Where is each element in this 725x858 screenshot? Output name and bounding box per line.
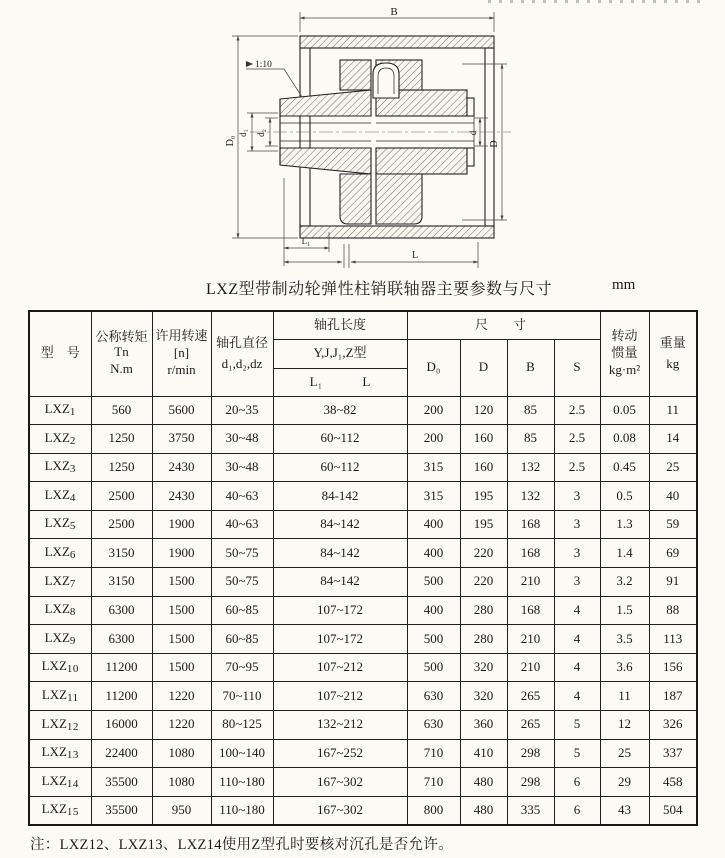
value-cell: 70~110 [211,682,273,711]
value-cell: 0.5 [600,482,649,511]
header-col-D0-label: D₀ [426,359,441,375]
value-cell: 1080 [152,768,211,797]
dim-label-L1: L₁ [301,236,311,246]
header-speed-symbol: [n] [173,345,190,361]
model-cell: LXZ2 [29,425,91,454]
header-inertia-unit: kg·m² [608,362,641,378]
value-cell: 1250 [91,453,152,482]
table-row [29,539,697,568]
table-header [29,311,697,396]
value-cell: 4 [554,682,600,711]
value-cell: 168 [507,510,554,539]
value-cell: 3150 [91,539,152,568]
value-cell: 630 [407,682,460,711]
value-cell: 298 [507,768,554,797]
model-cell: LXZ7 [29,568,91,597]
value-cell: 110~180 [211,796,273,825]
value-cell: 167~302 [273,796,407,825]
value-cell: 187 [649,682,697,711]
value-cell: 800 [407,796,460,825]
value-cell: 30~48 [211,453,273,482]
value-cell: 30~48 [211,425,273,454]
value-cell: 710 [407,739,460,768]
header-speed [152,311,211,396]
value-cell: 337 [649,739,697,768]
value-cell: 35500 [91,796,152,825]
value-cell: 156 [649,653,697,682]
value-cell: 35500 [91,768,152,797]
dim-label-D0: D₀ [225,135,236,147]
value-cell: 12 [600,711,649,740]
header-col-S [554,339,600,396]
value-cell: 2.5 [554,396,600,425]
value-cell: 1500 [152,568,211,597]
header-weight-zh: 重量 [659,334,686,350]
value-cell: 43 [600,796,649,825]
dim-label-B: B [390,6,398,18]
table-row [29,682,697,711]
value-cell: 4 [554,596,600,625]
value-cell: 410 [460,739,507,768]
header-L-label: L [362,373,371,389]
model-cell: LXZ9 [29,625,91,654]
value-cell: 6300 [91,625,152,654]
value-cell: 1250 [91,425,152,454]
header-inertia-zh2: 惯量 [611,345,638,361]
value-cell: 195 [460,482,507,511]
header-bore-symbols: d₁,d₂,dz [221,355,263,371]
model-cell: LXZ8 [29,596,91,625]
model-cell: LXZ1 [29,396,91,425]
value-cell: 3 [554,482,600,511]
value-cell: 3 [554,568,600,597]
value-cell: 950 [152,796,211,825]
unit-label: mm [612,277,636,293]
value-cell: 1.5 [600,596,649,625]
value-cell: 265 [507,711,554,740]
value-cell: 3.5 [600,625,649,654]
value-cell: 0.45 [600,453,649,482]
value-cell: 1500 [152,625,211,654]
value-cell: 195 [460,510,507,539]
table-row [29,396,697,425]
value-cell: 60~112 [273,453,407,482]
value-cell: 168 [507,596,554,625]
value-cell: 400 [407,539,460,568]
value-cell: 2.5 [554,425,600,454]
value-cell: 88 [649,596,697,625]
value-cell: 107~172 [273,596,407,625]
header-inertia-zh1: 转动 [611,328,638,344]
value-cell: 3750 [152,425,211,454]
model-cell: LXZ15 [29,796,91,825]
value-cell: 120 [460,396,507,425]
value-cell: 280 [460,596,507,625]
table-row [29,453,697,482]
header-col-S-label: S [573,359,581,375]
header-length-sub [273,368,407,396]
value-cell: 400 [407,596,460,625]
dim-label-d1: d₁ [238,129,248,137]
value-cell: 1900 [152,539,211,568]
value-cell: 315 [407,482,460,511]
value-cell: 504 [649,796,697,825]
value-cell: 1220 [152,711,211,740]
value-cell: 40~63 [211,482,273,511]
value-cell: 1220 [152,682,211,711]
table-row [29,739,697,768]
model-cell: LXZ13 [29,739,91,768]
value-cell: 360 [460,711,507,740]
value-cell: 5 [554,711,600,740]
value-cell: 630 [407,711,460,740]
value-cell: 84~142 [273,539,407,568]
value-cell: 1080 [152,739,211,768]
value-cell: 220 [460,539,507,568]
caption-row [0,276,725,300]
value-cell: 3150 [91,568,152,597]
value-cell: 5 [554,739,600,768]
header-model [29,311,91,396]
value-cell: 280 [460,625,507,654]
header-length-group-label: 轴孔长度 [313,316,366,332]
value-cell: 298 [507,739,554,768]
value-cell: 1.4 [600,539,649,568]
value-cell: 84~142 [273,510,407,539]
table-row [29,796,697,825]
value-cell: 40~63 [211,510,273,539]
value-cell: 6 [554,768,600,797]
table-row [29,596,697,625]
value-cell: 335 [507,796,554,825]
value-cell: 69 [649,539,697,568]
value-cell: 6300 [91,596,152,625]
value-cell: 710 [407,768,460,797]
value-cell: 107~172 [273,625,407,654]
value-cell: 1500 [152,596,211,625]
value-cell: 110~180 [211,768,273,797]
value-cell: 2500 [91,510,152,539]
value-cell: 0.08 [600,425,649,454]
table-title: LXZ型带制动轮弹性柱销联轴器主要参数与尺寸 [206,281,553,298]
value-cell: 132 [507,453,554,482]
value-cell: 5600 [152,396,211,425]
value-cell: 132~212 [273,711,407,740]
header-col-B [507,339,554,396]
value-cell: 11 [600,682,649,711]
parameters-table [28,310,698,826]
value-cell: 210 [507,568,554,597]
model-cell: LXZ11 [29,682,91,711]
value-cell: 25 [649,453,697,482]
value-cell: 500 [407,568,460,597]
value-cell: 315 [407,453,460,482]
value-cell: 14 [649,425,697,454]
header-torque-unit: N.m [110,361,133,377]
value-cell: 326 [649,711,697,740]
value-cell: 11200 [91,682,152,711]
value-cell: 25 [600,739,649,768]
coupling-section-drawing [222,2,514,274]
model-cell: LXZ4 [29,482,91,511]
value-cell: 167~302 [273,768,407,797]
value-cell: 107~212 [273,682,407,711]
value-cell: 100~140 [211,739,273,768]
header-weight-unit: kg [666,355,680,371]
elastic-pin [373,63,399,98]
table-row [29,653,697,682]
model-cell: LXZ12 [29,711,91,740]
header-col-B-label: B [526,359,535,375]
model-cell: LXZ6 [29,539,91,568]
model-cell: LXZ3 [29,453,91,482]
value-cell: 160 [460,453,507,482]
value-cell: 210 [507,625,554,654]
header-col-D [460,339,507,396]
value-cell: 220 [460,568,507,597]
value-cell: 22400 [91,739,152,768]
value-cell: 16000 [91,711,152,740]
header-bore [211,311,273,396]
header-speed-unit: r/min [167,362,196,378]
value-cell: 40 [649,482,697,511]
value-cell: 50~75 [211,539,273,568]
value-cell: 500 [407,625,460,654]
header-bore-zh: 轴孔直径 [215,334,268,350]
header-length-types-label: Y,J,J₁,Z型 [313,345,367,361]
value-cell: 458 [649,768,697,797]
value-cell: 113 [649,625,697,654]
value-cell: 107~212 [273,653,407,682]
header-length-types [273,339,407,368]
value-cell: 60~112 [273,425,407,454]
value-cell: 11 [649,396,697,425]
value-cell: 3 [554,510,600,539]
value-cell: 1900 [152,510,211,539]
value-cell: 84~142 [273,568,407,597]
table-row [29,425,697,454]
value-cell: 20~35 [211,396,273,425]
model-cell: LXZ5 [29,510,91,539]
value-cell: 84-142 [273,482,407,511]
value-cell: 2500 [91,482,152,511]
value-cell: 480 [460,796,507,825]
table-body [29,396,697,825]
value-cell: 3.2 [600,568,649,597]
dim-label-L: L [411,250,419,261]
table-row [29,625,697,654]
clipped-text-artifact [488,0,703,3]
model-cell: LXZ10 [29,653,91,682]
value-cell: 0.05 [600,396,649,425]
value-cell: 91 [649,568,697,597]
table-row [29,568,697,597]
header-col-D0 [407,339,460,396]
header-size-group-label: 尺 寸 [475,316,533,332]
dim-label-d: d [468,130,478,136]
value-cell: 50~75 [211,568,273,597]
value-cell: 3.6 [600,653,649,682]
table-row [29,768,697,797]
technical-drawing [222,2,514,274]
value-cell: 480 [460,768,507,797]
model-cell: LXZ14 [29,768,91,797]
value-cell: 4 [554,625,600,654]
value-cell: 167~252 [273,739,407,768]
value-cell: 80~125 [211,711,273,740]
value-cell: 1500 [152,653,211,682]
header-col-D-label: D [478,359,489,375]
table-row [29,711,697,740]
header-L1-label: L₁ [309,373,323,389]
table-row [29,510,697,539]
header-model-label: 型 号 [40,345,80,361]
value-cell: 70~95 [211,653,273,682]
value-cell: 2.5 [554,453,600,482]
header-torque [91,311,152,396]
dim-label-d2: d₂ [256,129,266,137]
value-cell: 29 [600,768,649,797]
value-cell: 400 [407,510,460,539]
value-cell: 3 [554,539,600,568]
value-cell: 2430 [152,482,211,511]
value-cell: 160 [460,425,507,454]
value-cell: 85 [507,425,554,454]
value-cell: 60~85 [211,625,273,654]
table-row [29,482,697,511]
value-cell: 132 [507,482,554,511]
value-cell: 1.3 [600,510,649,539]
value-cell: 85 [507,396,554,425]
value-cell: 6 [554,796,600,825]
value-cell: 320 [460,682,507,711]
value-cell: 500 [407,653,460,682]
value-cell: 11200 [91,653,152,682]
value-cell: 560 [91,396,152,425]
taper-symbol-icon [246,61,253,67]
taper-label: 1:10 [255,60,272,70]
value-cell: 265 [507,682,554,711]
value-cell: 200 [407,396,460,425]
value-cell: 210 [507,653,554,682]
value-cell: 168 [507,539,554,568]
value-cell: 4 [554,653,600,682]
header-weight [649,311,697,396]
value-cell: 60~85 [211,596,273,625]
value-cell: 2430 [152,453,211,482]
header-size-group [407,311,600,339]
value-cell: 38~82 [273,396,407,425]
header-torque-zh: 公称转矩Tn [95,329,148,360]
footnote: 注：LXZ12、LXZ13、LXZ14使用Z型孔时要核对沉孔是否允许。 [30,837,453,853]
value-cell: 200 [407,425,460,454]
value-cell: 320 [460,653,507,682]
dim-label-D: D [489,140,500,148]
header-speed-zh: 许用转速 [155,328,208,344]
value-cell: 59 [649,510,697,539]
header-length-group [273,311,407,339]
header-inertia [600,311,649,396]
